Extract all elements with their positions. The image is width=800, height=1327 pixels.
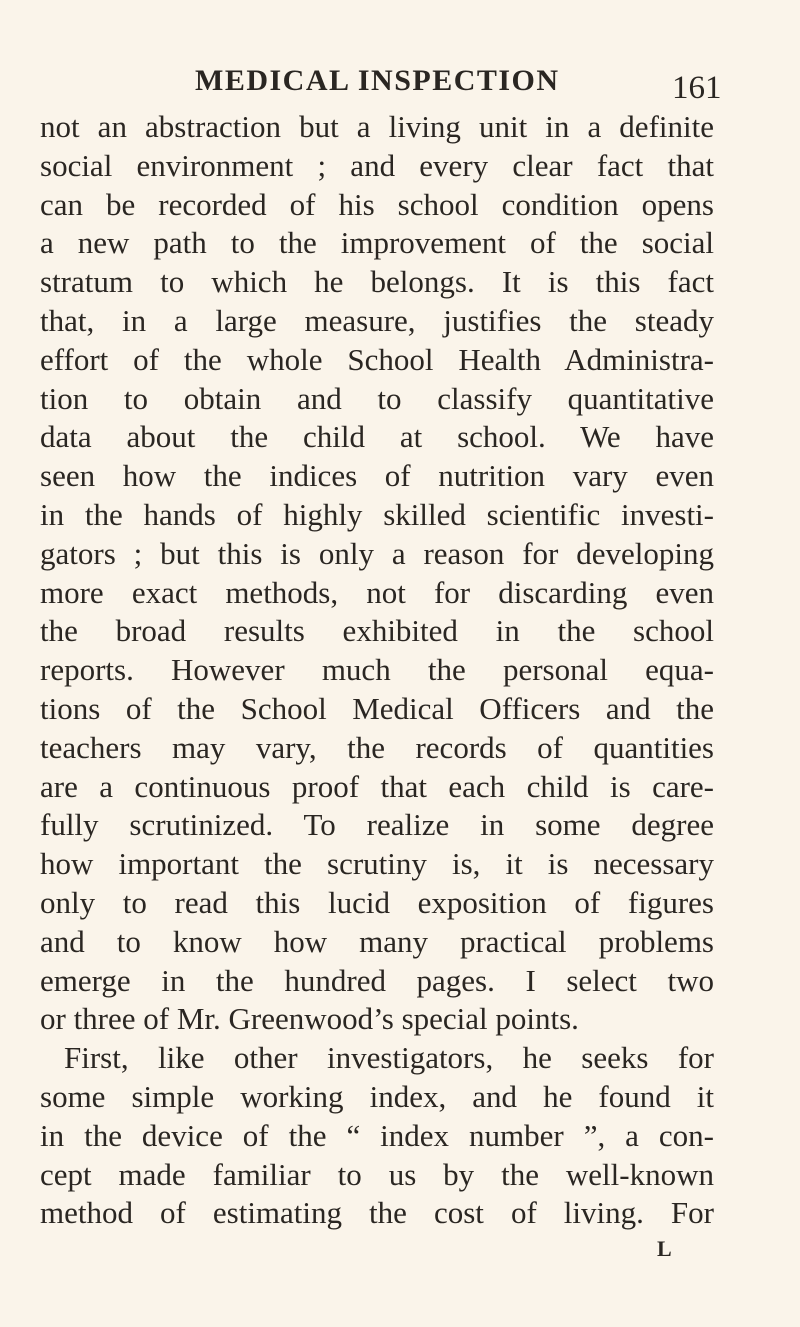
running-title: MEDICAL INSPECTION <box>195 64 560 97</box>
text-line: in the hands of highly skilled scientific investi- <box>40 496 714 532</box>
text-line: reports. However much the personal equa- <box>40 652 714 688</box>
signature-mark: L <box>657 1236 672 1261</box>
text-line: data about the child at school. We have <box>40 419 714 455</box>
text-line: how important the scrutiny is, it is necessary <box>40 846 714 882</box>
text-line: method of estimating the cost of living. For <box>40 1195 714 1231</box>
text-line: some simple working index, and he found it <box>40 1078 714 1114</box>
text-line: tion to obtain and to classify quantitative <box>40 380 714 416</box>
body-text <box>40 108 714 1233</box>
text-line: teachers may vary, the records of quantities <box>40 729 714 765</box>
text-line: only to read this lucid exposition of figures <box>40 884 714 920</box>
text-line: stratum to which he belongs. It is this fact <box>40 264 714 300</box>
text-line: emerge in the hundred pages. I select two <box>40 962 714 998</box>
text-line: seen how the indices of nutrition vary even <box>40 458 714 494</box>
text-line: or three of Mr. Greenwood’s special points. <box>40 1001 579 1037</box>
paragraph-first-line: First, like other investigators, he seeks for <box>64 1040 714 1076</box>
text-line: the broad results exhibited in the school <box>40 613 714 649</box>
text-line: social environment ; and every clear fact that <box>40 147 714 183</box>
text-line: tions of the School Medical Officers and the <box>40 690 714 726</box>
text-line: cept made familiar to us by the well-known <box>40 1156 714 1192</box>
text-line: a new path to the improvement of the social <box>40 225 714 261</box>
text-line: fully scrutinized. To realize in some degree <box>40 807 714 843</box>
text-line: can be recorded of his school condition opens <box>40 186 714 222</box>
text-line: more exact methods, not for discarding even <box>40 574 714 610</box>
text-line: and to know how many practical problems <box>40 923 714 959</box>
text-line: effort of the whole School Health Administra- <box>40 341 714 377</box>
text-line: are a continuous proof that each child is care- <box>40 768 714 804</box>
page-number: 161 <box>672 70 722 106</box>
text-line: gators ; but this is only a reason for developing <box>40 535 714 571</box>
text-line: not an abstraction but a living unit in a definite <box>40 109 714 144</box>
text-line: that, in a large measure, justifies the steady <box>40 302 714 338</box>
text-line: in the device of the “ index number ”, a con- <box>40 1117 714 1153</box>
